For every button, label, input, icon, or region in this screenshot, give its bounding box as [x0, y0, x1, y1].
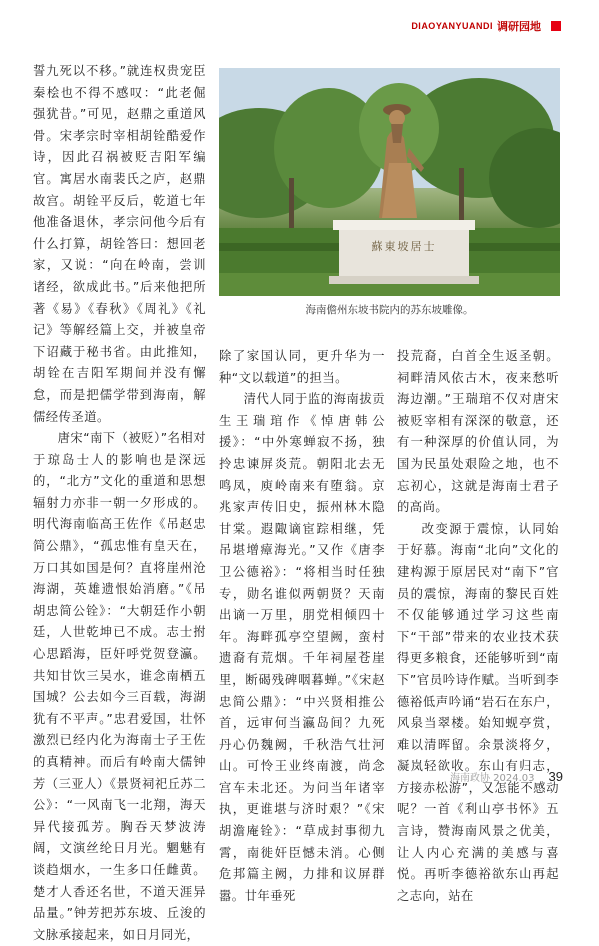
- journal-issue: 海南政协 2024.03: [450, 773, 535, 784]
- pedestal-inscription: 蘇東坡居士: [371, 240, 437, 253]
- section-title-cn: 调研园地: [497, 21, 541, 33]
- page-number: 39: [548, 769, 563, 784]
- paragraph: 除了家国认同，更升华为一种“文以载道”的担当。: [219, 349, 385, 385]
- paragraph: 改变源于震惊，认同始于好慕。海南“北向”文化的建构源于原居民对“南下”官员的震惊，海南的黎民百姓不仅能够通过学习这些南下“干部”带来的农业技术获得更多粮食，还能够听到“南下”官员吟诗作赋。当听到李德裕低声吟诵“岩石在东户，风泉当翠楼。始知蚬亭赏，难以清晖留。余景淡将夕，凝岚轻欲收。东山有归志，方接赤松游”，又怎能不感动呢？一首《利山亭书怀》五言诗，赞海南风景之优美，让人内心充满的美感与喜悦。再听李德裕欲东山再起之志向，站在: [397, 521, 559, 903]
- paragraph: 唐宋“南下（被贬）”名相对于琼岛士人的影响也是深远的，“北方”文化的重道和思想辐射力亦非一朝一夕形成的。明代海南临高王佐作《吊赵忠简公鼎》，“孤忠惟有皇天在，万口其如国是何？直将崖州沧海湖，英雄遗恨始消磨。”《吊胡忠简公铨》：“大朝廷作小朝廷，人世乾坤已不成。志士拊心思蹈海，臣奸呼党贺登瀛。共知甘饮三吴水，谁念南栖五国城？公去如今三百载，海湖犹有不平声。”忠君爱国，壮怀激烈已经内化为海南士子王佐的真精神。而后有岭南大儒钟芳（三亚人）《景贤祠祀丘苏二公》：“一风南飞一北翔，海天异代接孤芳。胸吞天梦波涛阔，文演丝纶日月光。魍魅有谈趋烟水，一生多口任雌黄。楚才人香还名世，不道天涯异品量。”钟芳把苏东坡、丘浚的文脉承接起来，如日月同光，: [33, 431, 207, 942]
- section-header: [411, 18, 561, 34]
- paragraph: 清代人同于监的海南拔贡生王瑞琯作《悼唐韩公援》：“中外寒蝉寂不扬，独拎忠谏屏炎荒。朝阳北去无鸣凤，庾岭南来有堕翁。京兆家声传旧史，振州林木隐甘棠。遐陬谪宦踪相继，凭吊堪增瘴海光。”又作《唐李卫公德裕》：“将相当时任独专，勋名谁似两朝贤？天南出谪一万里，朋党相倾四十年。海畔孤亭空望阙，蛮村遗裔有荒烟。千年祠屋苍崖里，断碣残碑咽暮蝉。”《宋赵忠简公鼎》：“中兴贤相推公首，远审何当瀛岛间？九死丹心仍魏阙，千秋浩气壮河山。可怜王业终南渡，尚念宫车未北还。为问当年诸宰执，更谁堪与济时艰？”《宋胡澹庵铨》：“草成封事彻九霄，南徙奸臣憾未消。心侧危邦篇主阙，力排和议屏群嚣。廿年垂死: [219, 392, 385, 903]
- text-column-1: [33, 61, 206, 946]
- photo-caption: 海南儋州东坡书院内的苏东坡雕像。: [305, 304, 474, 316]
- statue-scene-illustration: [219, 68, 560, 296]
- text-column-2: [219, 346, 385, 907]
- text-column-3: [397, 346, 559, 907]
- section-title-en: DIAOYANYUANDI: [411, 21, 493, 31]
- section-accent-square: [551, 21, 561, 31]
- paragraph: 誓九死以不移。”就连权贵宠臣秦桧也不得不感叹：“此老倔强犹昔。”可见，赵鼎之重道风骨。宋孝宗时宰相胡铨酷爱作诗，因此召祸被贬吉阳军编官。寓居水南裴氏之庐，赵鼎故宫。胡铨平反后，乾道七年他准备退休，孝宗问他今后有什么打算，胡铨答曰：想回老家，又说：“向在岭南，尝训诸经，欲成此书。”后来他把所著《易》《春秋》《周礼》《礼记》等解经篇上交，并被皇帝下诏藏于秘书省。由此推知，胡铨在吉阳军期间并没有懈怠，而是把儒学带到海南，解儒经传圣道。: [33, 64, 206, 424]
- statue-photo: [219, 68, 560, 296]
- paragraph: 投荒裔，白首全生返圣朝。祠畔清风依古木，夜来愁听海边潮。”王瑞琯不仅对唐宋被贬宰相有深深的敬意，还有一种深厚的价值认同，为国为民虽处艰险之地，也不忘初心，这就是海南士君子的高尚。: [397, 349, 559, 515]
- page-footer: [450, 769, 563, 784]
